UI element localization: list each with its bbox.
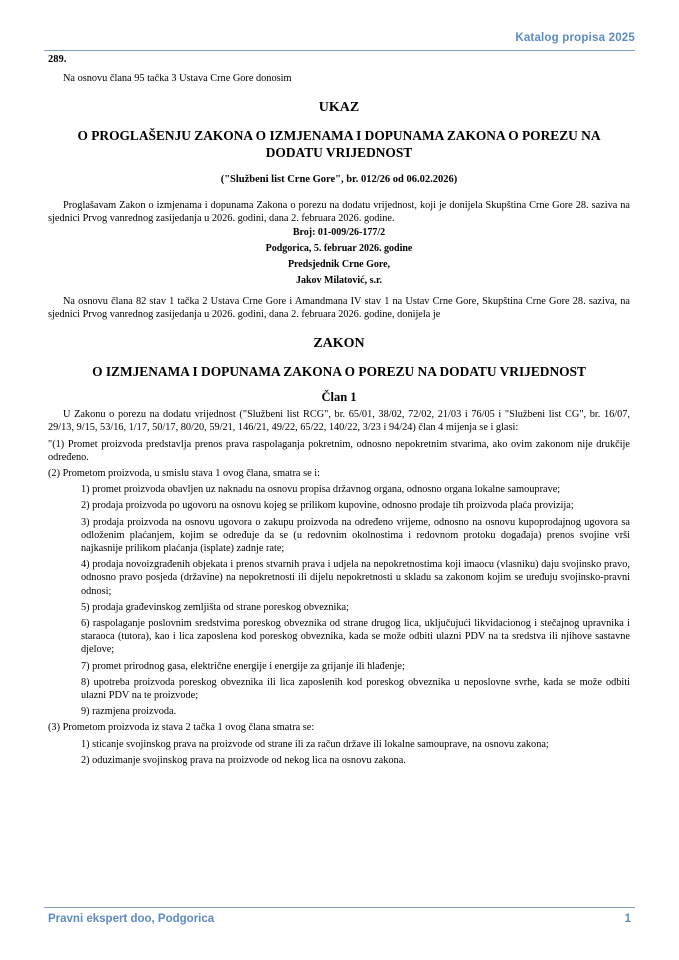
page-footer: [44, 907, 635, 928]
zakon-title: ZAKON: [313, 336, 365, 352]
paragraph-2-item: 3) prodaja proizvoda na osnovu ugovora o zakupu proizvoda na određeno vrijeme, odnosno na osnovu kupoprodajnog ugovora sa odloženim plaćanjem, kojim se određuje da se (u redovnim okolnostima i redovnom protoku događaja) prenos svojine vrši najkasnije prilikom plaćanja (isplate) zadnje rate;: [81, 516, 630, 554]
zakon-subtitle: O IZMJENAMA I DOPUNAMA ZAKONA O POREZU NA DODATU VRIJEDNOST: [92, 364, 586, 380]
paragraph-2-item: 1) promet proizvoda obavljen uz naknadu na osnovu propisa državnog organa, odnosno organa lokalne samouprave;: [81, 484, 561, 496]
page-number: 1: [624, 913, 631, 925]
document-broj: Broj: 01-009/26-177/2: [292, 227, 386, 239]
place-date: Podgorica, 5. februar 2026. godine: [265, 243, 413, 255]
paragraph-3-item: 2) oduzimanje svojinskog prava na proizvode od nekog lica na osnovu zakona.: [81, 754, 406, 766]
paragraph-2-item: 8) upotreba proizvoda poreskog obveznika ili lica zaposlenih kod poreskog obveznika u neposlovne svrhe, kada se može odbiti ulazni PDV na te proizvode;: [81, 676, 630, 701]
president-title: Predsjednik Crne Gore,: [287, 259, 391, 271]
paragraph-2-item: 9) razmjena proizvoda.: [81, 706, 177, 718]
clan-1-title: Član 1: [321, 389, 357, 404]
catalog-title: Katalog propisa 2025: [515, 32, 635, 44]
paragraph-2-item: 7) promet prirodnog gasa, električne energije i energije za grijanje ili hlađenje;: [81, 660, 405, 672]
ukaz-title: UKAZ: [318, 100, 360, 116]
clan-1-text: U Zakonu o porezu na dodatu vrijednost ("Službeni list RCG", br. 65/01, 38/02, 72/02, 21/03 i 76/05 i "Službeni list CG", br. 16/07, 29/13, 9/15, 53/16, 1/17, 50/17, 80/20, 59/21, 146/21, 49/22, 65/22, 140/22, 3/23 i 94/24) član 4 mijenja se i glasi:: [48, 409, 630, 434]
paragraph-2: (2) Prometom proizvoda, u smislu stava 1 ovog člana, smatra se i:: [48, 467, 320, 479]
paragraph-3-item: 1) sticanje svojinskog prava na proizvode od strane ili za račun države ili lokalne samouprave, na osnovu zakona;: [81, 738, 549, 750]
paragraph-1: "(1) Promet proizvoda predstavlja prenos prava raspolaganja pokretnim, odnosno nepokretnim stvarima, ako ovim zakonom nije drukčije određeno.: [48, 438, 630, 463]
ukaz-subtitle: O PROGLAŠENJU ZAKONA O IZMJENAMA I DOPUNAMA ZAKONA O POREZU NA DODATU VRIJEDNOST: [77, 128, 601, 160]
paragraph-3: (3) Prometom proizvoda iz stava 2 tačka 1 ovog člana smatra se:: [48, 722, 315, 734]
page-header: [44, 30, 635, 51]
document-number: 289.: [48, 54, 67, 65]
president-name: Jakov Milatović, s.r.: [295, 275, 382, 287]
paragraph-2-item: 6) raspolaganje poslovnim sredstvima poreskog obveznika od strane drugog lica, uključujući likvidacionog i stečajnog upravnika i staraoca (tutora), kao i lica zaposlena kod poreskog obveznika, kada se može odbiti ulazni PDV na ta sredstva ili njihove sastavne djelove;: [81, 617, 630, 656]
paragraph-2-item: 5) prodaja građevinskog zemljišta od strane poreskog obveznika;: [81, 601, 349, 613]
basis-text: Na osnovu člana 82 stav 1 tačka 2 Ustava Crne Gore i Amandmana IV stav 1 na Ustav Crne Gore, Skupština Crne Gore 28. saziva, na sjednici Prvog vanrednog zasijedanja u 2026. godini, dana 2. februara 2026. godine, donijela je: [48, 296, 630, 321]
paragraph-2-item: 2) prodaja proizvoda po ugovoru na osnovu kojeg se prilikom kupovine, odnosno prodaje tih proizvoda plaća provizija;: [81, 500, 574, 512]
proclamation-text: Proglašavam Zakon o izmjenama i dopunama Zakona o porezu na dodatu vrijednost, koji je donijela Skupština Crne Gore 28. saziva na sjednici Prvog vanrednog zasijedanja u 2026. godini, dana 2. februara 2026. godine.: [48, 199, 630, 224]
publisher-name: Pravni ekspert doo, Podgorica: [48, 913, 215, 925]
paragraph-2-item: 4) prodaja novoizgrađenih objekata i prenos stvarnih prava i udjela na nepokretnostima koji imaocu (vlasniku) daju svojinsko pravo, odnosno pravo posjeda (državine) na nepokretnosti ili dijelu nepokretnosti u skladu sa zakonom kojim se uređuju svojinsko-pravni odnosi;: [81, 559, 630, 597]
gazette-reference: ("Službeni list Crne Gore", br. 012/26 od 06.02.2026): [220, 174, 458, 186]
intro-text: Na osnovu člana 95 tačka 3 Ustava Crne Gore donosim: [63, 73, 292, 85]
document-body: [48, 53, 630, 770]
